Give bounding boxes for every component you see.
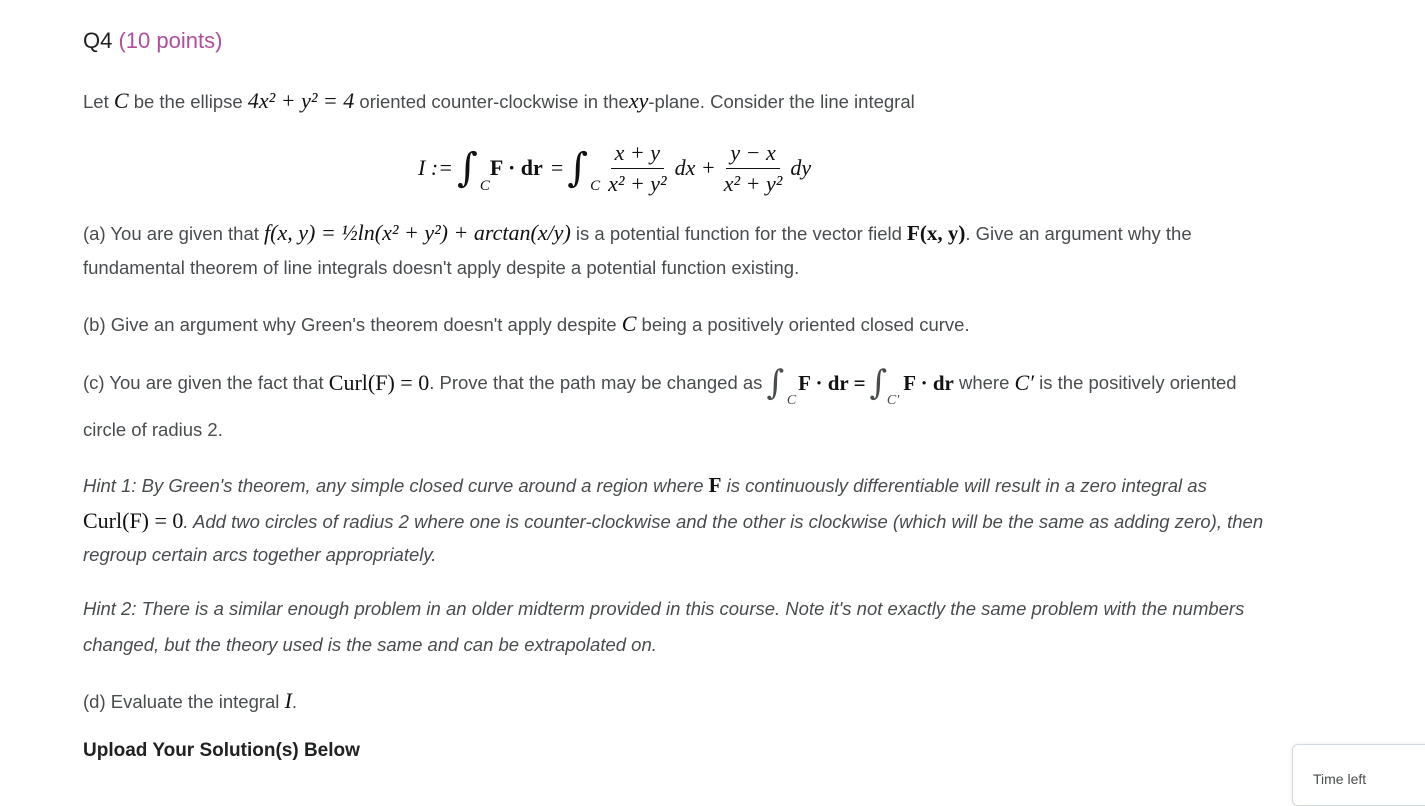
vector-field: F(x, y) [907, 221, 966, 245]
fraction: $\frac{x + y}{\text{x² + y²}}$ [608, 139, 667, 196]
integral-sign: ∫ C [457, 145, 490, 194]
hint-1-line-1: Hint 1: By Green's theorem, any simple closed curve around a region where F is continuously differentiable will result in a zero integral as [83, 473, 1207, 497]
hint-1-line-3: regroup certain arcs together appropriately. [83, 544, 437, 565]
potential-function: f(x, y) = ½ln(x² + y²) + arctan(x/y) [264, 220, 571, 245]
part-c-line-2: circle of radius 2. [83, 419, 223, 440]
intro-line: Let C be the ellipse 4x² + y² = 4 oriented counter-clockwise in thexy-plane. Consider the line integral [83, 88, 915, 113]
question-number: Q4 [83, 28, 113, 53]
line-integral-equation: I := ∫ C F · dr = ∫ C $\frac{x + y}{\text{x² + y²}}$ dx + $\frac{y - x}{\text{x² + y²}}$ dy [418, 139, 812, 196]
question-points: (10 points) [118, 28, 223, 53]
question-title [83, 28, 222, 54]
integral-sign: ∫ C [567, 145, 601, 194]
integral-sign: ∫ C′ [869, 363, 900, 408]
hint-2-line-1: Hint 2: There is a similar enough problem in an older midterm provided in this course. Note it's not exactly the same problem with the numbers [83, 598, 1245, 619]
part-c-line-1: (c) You are given the fact that Curl(F) = 0 . Prove that the path may be changed as ∫ C F · dr = ∫ C′ F · dr where C′ is the positively oriented [83, 363, 1237, 408]
fraction: $\frac{y - x}{\text{x² + y²}}$ [723, 139, 783, 196]
curl-expression: Curl(F) = 0 [328, 370, 430, 395]
time-left-widget[interactable] [1292, 744, 1425, 806]
hint-2-line-2: changed, but the theory used is the same and can be extrapolated on. [83, 634, 657, 655]
ellipse-equation: 4x² + y² = 4 [247, 88, 355, 113]
part-b: (b) Give an argument why Green's theorem doesn't apply despite C being a positively oriented closed curve. [83, 311, 970, 336]
integral-sign: ∫ C [766, 363, 797, 408]
upload-heading: Upload Your Solution(s) Below [83, 740, 360, 761]
hint-1-line-2: Curl(F) = 0. Add two circles of radius 2 where one is counter-clockwise and the other is clockwise (which will be the same as adding zero), then [83, 508, 1264, 533]
part-a-line-1: (a) You are given that f(x, y) = ½ln(x² + y²) + arctan(x/y) is a potential function for the vector field F(x, y). Give an argument why the [83, 220, 1192, 245]
part-a-line-2: fundamental theorem of line integrals doesn't apply despite a potential function existing. [83, 257, 800, 278]
time-left-label: Time left [1313, 771, 1367, 787]
part-d: (d) Evaluate the integral I. [83, 688, 298, 713]
